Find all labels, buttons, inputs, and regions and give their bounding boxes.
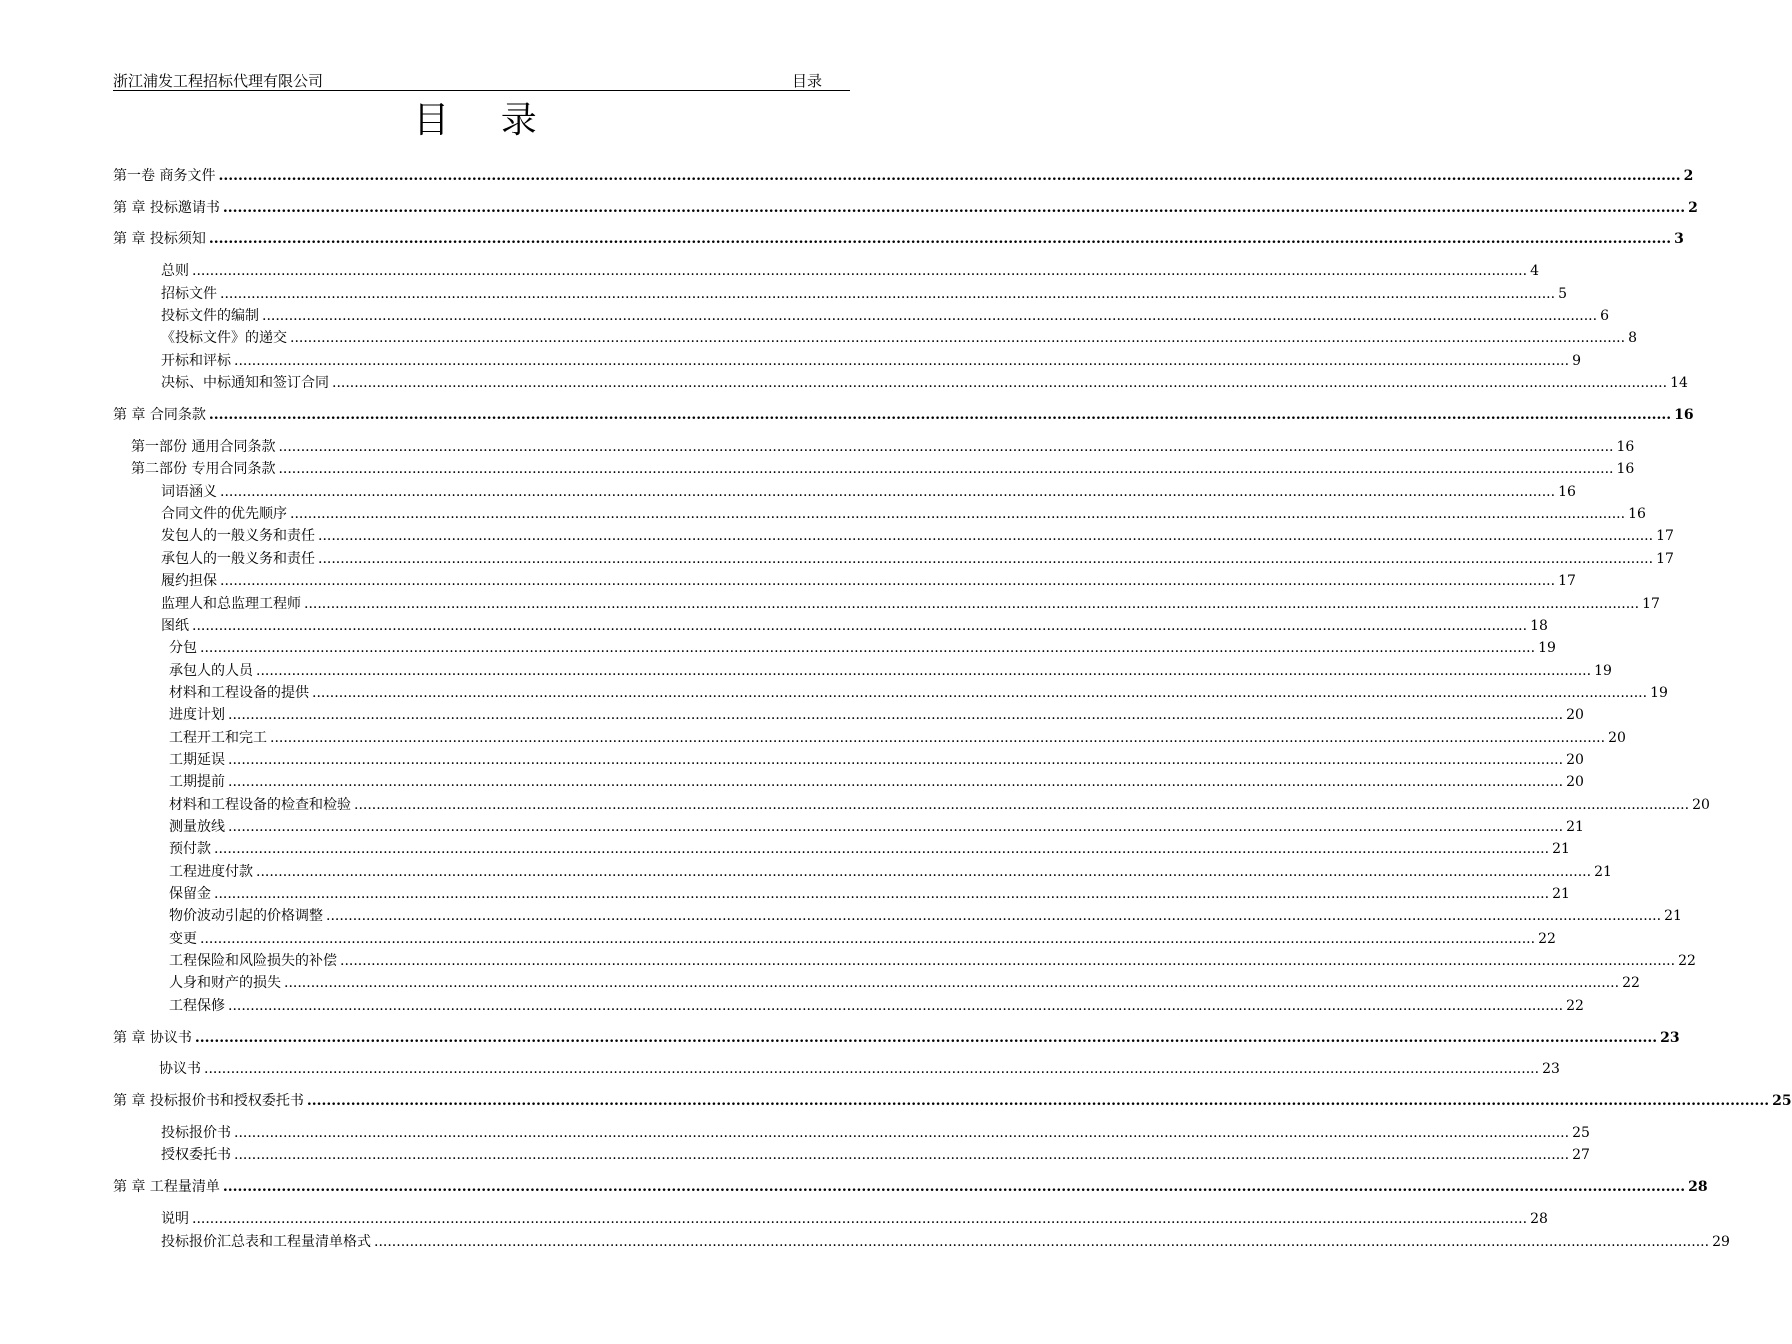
toc-entry[interactable] — [131, 458, 1635, 478]
toc-entry[interactable] — [169, 883, 1570, 903]
toc-leader: ............................................................................................................................................................................................................................................................................................................ — [222, 1179, 1686, 1195]
toc-label: 人身和财产的损失 — [169, 975, 281, 991]
toc-entry[interactable] — [169, 861, 1612, 881]
toc-leader: ............................................................................................................................................................................................................................................................................................................ — [228, 752, 1564, 768]
toc-page: 21 — [1566, 819, 1584, 835]
toc-page: 20 — [1566, 707, 1584, 723]
toc-leader: ............................................................................................................................................................................................................................................................................................................ — [214, 841, 1550, 857]
toc-page: 17 — [1558, 573, 1576, 589]
toc-leader: ............................................................................................................................................................................................................................................................................................................ — [278, 439, 1614, 455]
toc-entry[interactable] — [161, 615, 1548, 635]
toc-page: 20 — [1566, 774, 1584, 790]
toc-entry[interactable] — [161, 481, 1576, 501]
toc-leader: ............................................................................................................................................................................................................................................................................................................ — [200, 640, 1536, 656]
toc-label: 工程开工和完工 — [169, 730, 267, 746]
toc-page: 4 — [1530, 263, 1539, 279]
toc-label: 招标文件 — [161, 286, 217, 302]
toc-entry[interactable] — [161, 260, 1539, 280]
toc-leader: ............................................................................................................................................................................................................................................................................................................ — [218, 168, 1681, 184]
toc-leader: ............................................................................................................................................................................................................................................................................................................ — [318, 551, 1654, 567]
toc-entry[interactable] — [161, 1231, 1730, 1251]
toc-label: 投标文件的编制 — [161, 308, 259, 324]
toc-label: 进度计划 — [169, 707, 225, 723]
toc-label: 保留金 — [169, 886, 211, 902]
toc-label: 投标报价汇总表和工程量清单格式 — [161, 1234, 371, 1250]
toc-page: 21 — [1552, 886, 1570, 902]
toc-leader: ............................................................................................................................................................................................................................................................................................................ — [220, 484, 1556, 500]
toc-leader: ............................................................................................................................................................................................................................................................................................................ — [220, 573, 1556, 589]
toc-entry[interactable] — [161, 503, 1646, 523]
toc-label: 工期延误 — [169, 752, 225, 768]
toc-leader: ............................................................................................................................................................................................................................................................................................................ — [374, 1234, 1710, 1250]
toc-label: 合同文件的优先顺序 — [161, 506, 287, 522]
toc-entry[interactable] — [169, 928, 1556, 948]
toc-label: 决标、中标通知和签订合同 — [161, 375, 329, 391]
toc-page: 17 — [1656, 551, 1674, 567]
toc-label: 开标和评标 — [161, 353, 231, 369]
page-header — [113, 68, 850, 91]
header-section: 目录 — [791, 72, 822, 90]
toc-leader: ............................................................................................................................................................................................................................................................................................................ — [228, 998, 1564, 1014]
toc-page: 20 — [1608, 730, 1626, 746]
toc-label: 工程保修 — [169, 998, 225, 1014]
toc-leader: ............................................................................................................................................................................................................................................................................................................ — [290, 330, 1626, 346]
toc-leader: ............................................................................................................................................................................................................................................................................................................ — [304, 596, 1640, 612]
toc-leader: ............................................................................................................................................................................................................................................................................................................ — [208, 231, 1672, 247]
toc-label: 承包人的人员 — [169, 663, 253, 679]
toc-entry[interactable] — [159, 1058, 1560, 1078]
header-company: 浙江浦发工程招标代理有限公司 — [113, 72, 324, 90]
toc-entry[interactable] — [169, 727, 1626, 747]
toc-entry[interactable] — [169, 771, 1584, 791]
toc-entry[interactable] — [169, 660, 1612, 680]
toc-entry[interactable] — [169, 816, 1584, 836]
toc-label: 第 章 投标须知 — [113, 231, 206, 247]
toc-page: 16 — [1628, 506, 1646, 522]
toc-label: 第一部份 通用合同条款 — [131, 439, 276, 455]
toc-page: 17 — [1656, 528, 1674, 544]
toc-leader: ............................................................................................................................................................................................................................................................................................................ — [192, 1211, 1528, 1227]
toc-entry[interactable] — [113, 1027, 1680, 1047]
toc-entry[interactable] — [113, 228, 1684, 248]
toc-entry[interactable] — [161, 1208, 1548, 1228]
toc-leader: ............................................................................................................................................................................................................................................................................................................ — [234, 353, 1570, 369]
toc-leader: ............................................................................................................................................................................................................................................................................................................ — [234, 1125, 1570, 1141]
toc-page: 14 — [1670, 375, 1688, 391]
toc-entry[interactable] — [131, 436, 1635, 456]
toc-entry[interactable] — [161, 1144, 1590, 1164]
toc-leader: ............................................................................................................................................................................................................................................................................................................ — [262, 308, 1598, 324]
toc-label: 协议书 — [159, 1061, 201, 1077]
toc-page: 28 — [1688, 1179, 1708, 1195]
toc-entry[interactable] — [161, 593, 1660, 613]
toc-leader: ............................................................................................................................................................................................................................................................................................................ — [312, 685, 1648, 701]
toc-page: 21 — [1552, 841, 1570, 857]
toc-entry[interactable] — [169, 794, 1710, 814]
toc-label: 材料和工程设备的检查和检验 — [169, 797, 351, 813]
toc-page: 16 — [1616, 461, 1635, 477]
toc-label: 工期提前 — [169, 774, 225, 790]
toc-leader: ............................................................................................................................................................................................................................................................................................................ — [290, 506, 1626, 522]
toc-page: 22 — [1566, 998, 1584, 1014]
toc-page: 27 — [1572, 1147, 1590, 1163]
toc-entry[interactable] — [169, 637, 1556, 657]
toc-entry[interactable] — [161, 548, 1674, 568]
toc-label: 履约担保 — [161, 573, 217, 589]
toc-page: 17 — [1642, 596, 1660, 612]
toc-label: 预付款 — [169, 841, 211, 857]
toc-leader: ............................................................................................................................................................................................................................................................................................................ — [256, 864, 1592, 880]
toc-label: 分包 — [169, 640, 197, 656]
toc-entry[interactable] — [113, 404, 1694, 424]
toc-leader: ............................................................................................................................................................................................................................................................................................................ — [192, 618, 1528, 634]
toc-page: 3 — [1674, 231, 1684, 247]
toc-page: 18 — [1530, 618, 1548, 634]
toc-label: 承包人的一般义务和责任 — [161, 551, 315, 567]
toc-label: 第 章 投标邀请书 — [113, 200, 220, 216]
toc-entry[interactable] — [113, 1090, 1792, 1110]
toc-label: 说明 — [161, 1211, 189, 1227]
toc-page: 2 — [1683, 168, 1694, 184]
toc-label: 第 章 协议书 — [113, 1030, 192, 1046]
toc-page: 23 — [1660, 1030, 1680, 1046]
toc-page: 29 — [1712, 1234, 1730, 1250]
toc-leader: ............................................................................................................................................................................................................................................................................................................ — [228, 774, 1564, 790]
toc-leader: ............................................................................................................................................................................................................................................................................................................ — [208, 407, 1672, 423]
toc-page: 22 — [1622, 975, 1640, 991]
toc-label: 第二部份 专用合同条款 — [131, 461, 276, 477]
toc-entry[interactable] — [169, 905, 1682, 925]
toc-label: 工程保险和风险损失的补偿 — [169, 953, 337, 969]
toc-page: 16 — [1616, 439, 1635, 455]
toc-leader: ............................................................................................................................................................................................................................................................................................................ — [192, 263, 1528, 279]
toc-page: 21 — [1664, 908, 1682, 924]
toc-entry[interactable] — [161, 327, 1637, 347]
toc-leader: ............................................................................................................................................................................................................................................................................................................ — [326, 908, 1662, 924]
toc-page: 16 — [1558, 484, 1576, 500]
toc-entry[interactable] — [161, 1122, 1590, 1142]
toc-page: 25 — [1572, 1125, 1590, 1141]
toc-label: 发包人的一般义务和责任 — [161, 528, 315, 544]
toc-label: 第一卷 商务文件 — [113, 168, 216, 184]
toc-label: 测量放线 — [169, 819, 225, 835]
toc-entry[interactable] — [161, 305, 1609, 325]
toc-leader: ............................................................................................................................................................................................................................................................................................................ — [256, 663, 1592, 679]
toc-page: 8 — [1628, 330, 1637, 346]
toc-page: 19 — [1650, 685, 1668, 701]
toc-page: 5 — [1558, 286, 1567, 302]
page-title: 目 录 — [413, 100, 557, 141]
toc-entry[interactable] — [169, 749, 1584, 769]
toc-page: 19 — [1594, 663, 1612, 679]
toc-leader: ............................................................................................................................................................................................................................................................................................................ — [306, 1093, 1770, 1109]
toc-entry[interactable] — [169, 704, 1584, 724]
toc-page: 2 — [1688, 200, 1698, 216]
toc-leader: ............................................................................................................................................................................................................................................................................................................ — [194, 1030, 1658, 1046]
toc-leader: ............................................................................................................................................................................................................................................................................................................ — [284, 975, 1620, 991]
toc-leader: ............................................................................................................................................................................................................................................................................................................ — [278, 461, 1614, 477]
toc-label: 总则 — [161, 263, 189, 279]
toc-label: 第 章 合同条款 — [113, 407, 206, 423]
toc-page: 21 — [1594, 864, 1612, 880]
toc-leader: ............................................................................................................................................................................................................................................................................................................ — [332, 375, 1668, 391]
toc-entry[interactable] — [161, 372, 1688, 392]
toc-leader: ............................................................................................................................................................................................................................................................................................................ — [220, 286, 1556, 302]
toc-label: 材料和工程设备的提供 — [169, 685, 309, 701]
toc-page: 6 — [1600, 308, 1609, 324]
toc-label: 投标报价书 — [161, 1125, 231, 1141]
toc-entry[interactable] — [169, 972, 1640, 992]
toc-page: 19 — [1538, 640, 1556, 656]
toc-page: 22 — [1538, 931, 1556, 947]
toc-page: 22 — [1678, 953, 1696, 969]
toc-label: 第 章 工程量清单 — [113, 1179, 220, 1195]
toc-entry[interactable] — [113, 197, 1698, 217]
toc-leader: ............................................................................................................................................................................................................................................................................................................ — [270, 730, 1606, 746]
toc-entry[interactable] — [161, 570, 1576, 590]
toc-label: 《投标文件》的递交 — [161, 330, 287, 346]
toc-entry[interactable] — [161, 283, 1567, 303]
toc-label: 变更 — [169, 931, 197, 947]
toc-entry[interactable] — [169, 950, 1696, 970]
toc-leader: ............................................................................................................................................................................................................................................................................................................ — [200, 931, 1536, 947]
toc-entry[interactable] — [169, 682, 1668, 702]
toc-entry[interactable] — [169, 995, 1584, 1015]
toc-leader: ............................................................................................................................................................................................................................................................................................................ — [228, 707, 1564, 723]
toc-label: 授权委托书 — [161, 1147, 231, 1163]
toc-label: 监理人和总监理工程师 — [161, 596, 301, 612]
toc-leader: ............................................................................................................................................................................................................................................................................................................ — [340, 953, 1676, 969]
toc-entry[interactable] — [169, 838, 1570, 858]
toc-entry[interactable] — [113, 165, 1694, 185]
toc-entry[interactable] — [161, 525, 1674, 545]
toc-page: 23 — [1542, 1061, 1560, 1077]
toc-page: 25 — [1772, 1093, 1792, 1109]
toc-label: 图纸 — [161, 618, 189, 634]
toc-page: 28 — [1530, 1211, 1548, 1227]
toc-leader: ............................................................................................................................................................................................................................................................................................................ — [354, 797, 1690, 813]
toc-leader: ............................................................................................................................................................................................................................................................................................................ — [214, 886, 1550, 902]
toc-leader: ............................................................................................................................................................................................................................................................................................................ — [228, 819, 1564, 835]
toc-page: 9 — [1572, 353, 1581, 369]
toc-leader: ............................................................................................................................................................................................................................................................................................................ — [204, 1061, 1540, 1077]
toc-page: 16 — [1674, 407, 1694, 423]
toc-entry[interactable] — [161, 350, 1581, 370]
toc-label: 词语涵义 — [161, 484, 217, 500]
toc-label: 工程进度付款 — [169, 864, 253, 880]
toc-label: 物价波动引起的价格调整 — [169, 908, 323, 924]
toc-label: 第 章 投标报价书和授权委托书 — [113, 1093, 304, 1109]
toc-leader: ............................................................................................................................................................................................................................................................................................................ — [222, 200, 1686, 216]
toc-page: 20 — [1692, 797, 1710, 813]
toc-page: 20 — [1566, 752, 1584, 768]
toc-entry[interactable] — [113, 1176, 1708, 1196]
toc-leader: ............................................................................................................................................................................................................................................................................................................ — [318, 528, 1654, 544]
toc-leader: ............................................................................................................................................................................................................................................................................................................ — [234, 1147, 1570, 1163]
